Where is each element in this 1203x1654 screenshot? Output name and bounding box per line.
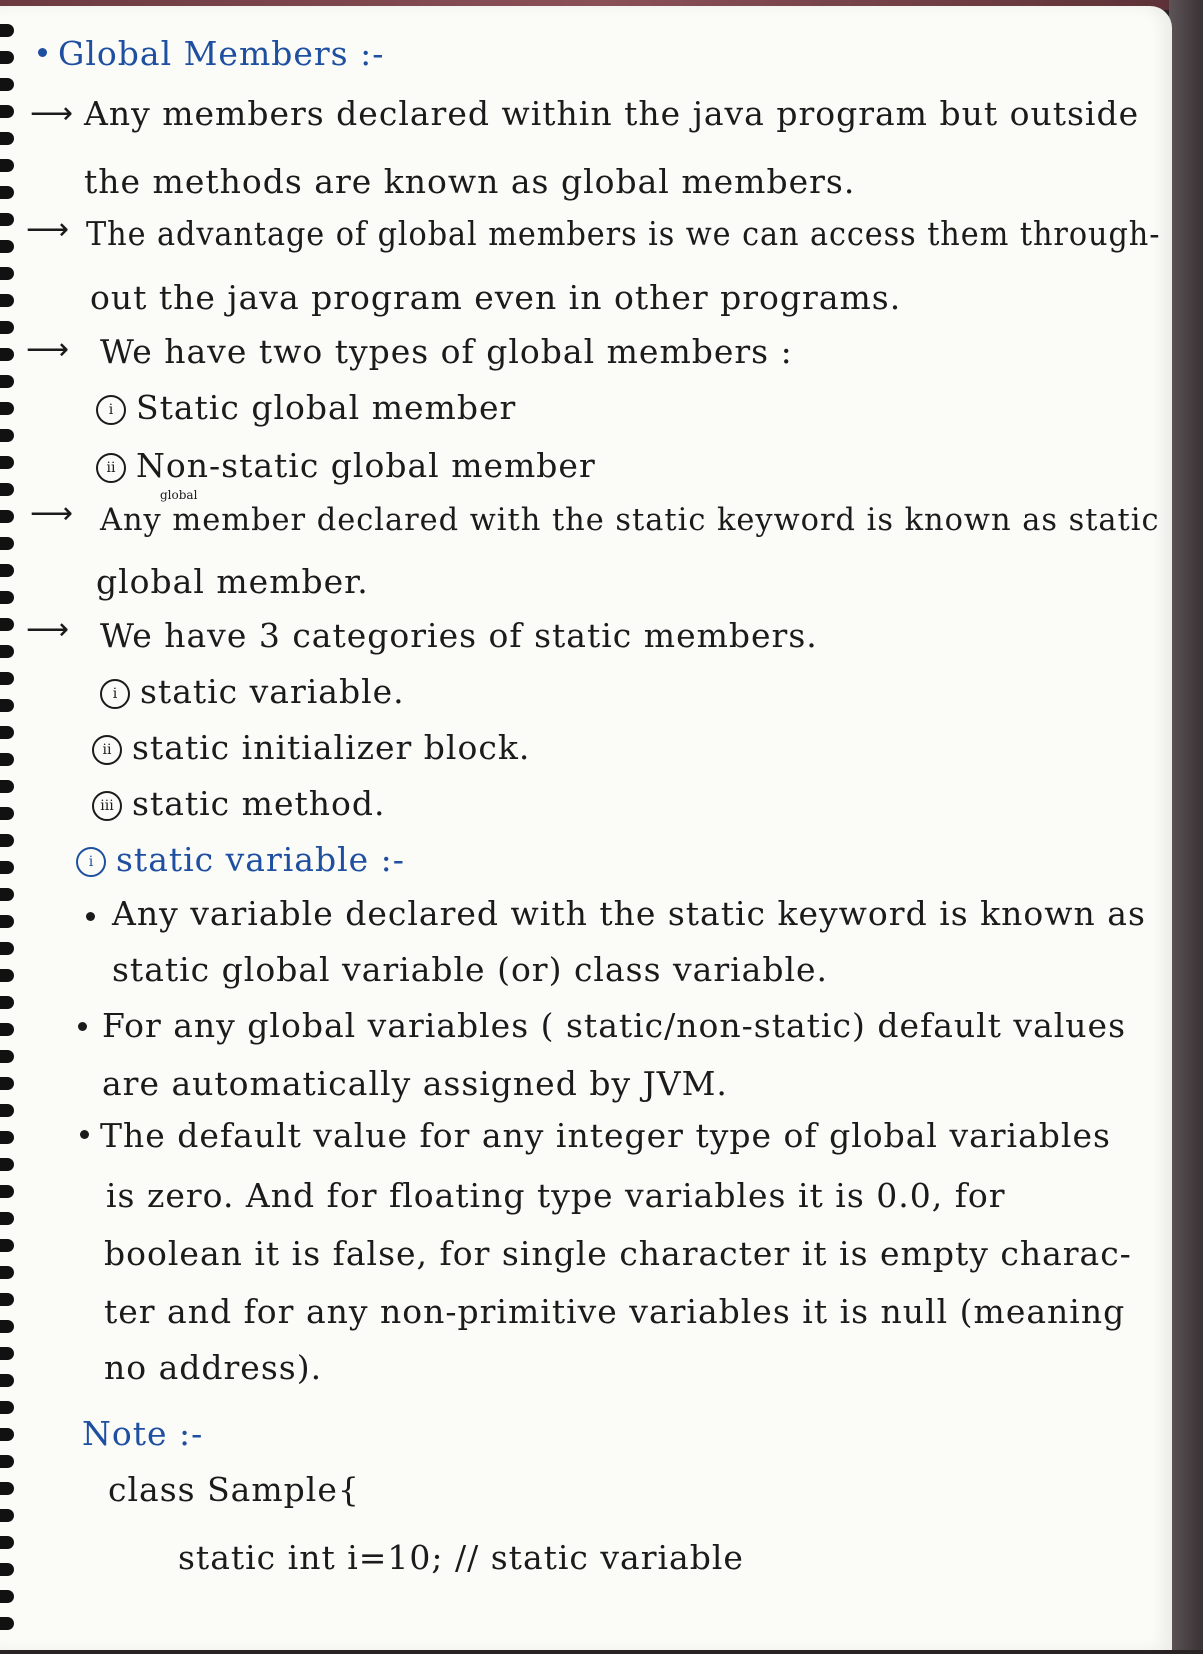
spiral-hole — [0, 456, 14, 469]
spiral-hole — [0, 753, 14, 766]
spiral-hole — [0, 1104, 14, 1117]
paragraph-line: The default value for any integer type of global variables — [100, 1116, 1111, 1155]
notebook-page — [0, 6, 1172, 1650]
item-number: ii — [96, 453, 126, 483]
spiral-hole — [0, 1077, 14, 1090]
spiral-hole — [0, 1158, 14, 1171]
spiral-hole — [0, 429, 14, 442]
item-number: iii — [92, 791, 122, 821]
sub-heading — [76, 840, 405, 879]
spiral-hole — [0, 861, 14, 874]
spiral-hole — [0, 483, 14, 496]
spiral-hole — [0, 726, 14, 739]
paragraph-line: Any variable declared with the static keyword is known as — [112, 894, 1146, 933]
paragraph-line: The advantage of global members is we can access them through- — [86, 214, 1161, 253]
heading-bullet — [38, 48, 47, 57]
spiral-hole — [0, 1239, 14, 1252]
spiral-hole — [0, 213, 14, 226]
spiral-hole — [0, 240, 14, 253]
spiral-hole — [0, 645, 14, 658]
spiral-hole — [0, 402, 14, 415]
spiral-hole — [0, 186, 14, 199]
paragraph-line: static global variable (or) class variable. — [112, 950, 829, 989]
code-line: class Sample{ — [108, 1470, 360, 1509]
spiral-hole — [0, 1482, 14, 1495]
spiral-holes — [0, 24, 16, 1654]
spiral-hole — [0, 969, 14, 982]
page-heading: Global Members :- — [58, 34, 385, 73]
spiral-hole — [0, 1374, 14, 1387]
spiral-hole — [0, 1590, 14, 1603]
arrow-icon: ⟶ — [26, 332, 70, 367]
spiral-hole — [0, 294, 14, 307]
spiral-hole — [0, 159, 14, 172]
item-number: ii — [92, 735, 122, 765]
bullet — [78, 1022, 87, 1031]
spiral-hole — [0, 1401, 14, 1414]
background-edge — [1169, 0, 1203, 1650]
list-item-text: Non-static global member — [136, 446, 596, 485]
paragraph-line: global member. — [96, 562, 369, 601]
spiral-hole — [0, 1023, 14, 1036]
paragraph-line: the methods are known as global members. — [84, 162, 856, 201]
spiral-hole — [0, 1293, 14, 1306]
spiral-hole — [0, 1509, 14, 1522]
spiral-hole — [0, 1212, 14, 1225]
arrow-icon: ⟶ — [26, 212, 70, 247]
list-item — [100, 672, 405, 711]
arrow-icon: ⟶ — [30, 96, 74, 131]
spiral-hole — [0, 780, 14, 793]
spiral-hole — [0, 105, 14, 118]
spiral-hole — [0, 51, 14, 64]
item-number: i — [100, 679, 130, 709]
spiral-hole — [0, 564, 14, 577]
paragraph-line: For any global variables ( static/non-static) default values — [102, 1006, 1127, 1045]
spiral-hole — [0, 591, 14, 604]
spiral-hole — [0, 1347, 14, 1360]
paragraph-line: are automatically assigned by JVM. — [102, 1064, 728, 1103]
paragraph-line: We have 3 categories of static members. — [100, 616, 818, 655]
list-item-text: static method. — [132, 784, 386, 823]
list-item — [92, 728, 530, 767]
list-item — [96, 388, 516, 427]
arrow-icon: ⟶ — [26, 612, 70, 647]
spiral-hole — [0, 132, 14, 145]
list-item — [96, 446, 596, 485]
sub-heading-text: static variable :- — [116, 840, 405, 879]
spiral-hole — [0, 1320, 14, 1333]
paragraph-line: out the java program even in other programs. — [90, 278, 902, 317]
paragraph-line: Any members declared within the java program but outside — [84, 94, 1140, 133]
paragraph-line: boolean it is false, for single character it is empty charac- — [104, 1234, 1132, 1273]
spiral-hole — [0, 1455, 14, 1468]
spiral-hole — [0, 24, 14, 37]
spiral-hole — [0, 1536, 14, 1549]
spiral-hole — [0, 888, 14, 901]
list-item-text: static initializer block. — [132, 728, 531, 767]
bullet — [86, 912, 95, 921]
paragraph-line: Any member declared with the static keyword is known as static — [100, 502, 1160, 538]
note-heading: Note :- — [82, 1414, 204, 1453]
list-item-text: static variable. — [140, 672, 405, 711]
spiral-hole — [0, 348, 14, 361]
spiral-hole — [0, 510, 14, 523]
spiral-hole — [0, 1428, 14, 1441]
spiral-hole — [0, 834, 14, 847]
spiral-hole — [0, 78, 14, 91]
spiral-hole — [0, 1266, 14, 1279]
spiral-hole — [0, 1050, 14, 1063]
spiral-hole — [0, 942, 14, 955]
spiral-hole — [0, 1185, 14, 1198]
spiral-hole — [0, 672, 14, 685]
code-line: static int i=10; // static variable — [178, 1538, 744, 1577]
spiral-hole — [0, 618, 14, 631]
spiral-hole — [0, 375, 14, 388]
spiral-hole — [0, 1563, 14, 1576]
item-number: i — [76, 847, 106, 877]
paragraph-line: ter and for any non-primitive variables it is null (meaning — [104, 1292, 1126, 1331]
spiral-hole — [0, 321, 14, 334]
list-item-text: Static global member — [136, 388, 517, 427]
spiral-hole — [0, 267, 14, 280]
arrow-icon: ⟶ — [30, 496, 74, 531]
superscript-annotation: global — [160, 488, 198, 502]
paragraph-line: no address). — [104, 1348, 323, 1387]
spiral-hole — [0, 699, 14, 712]
paragraph-line: is zero. And for floating type variables it is 0.0, for — [106, 1176, 1006, 1215]
paragraph-line: We have two types of global members : — [100, 332, 793, 371]
spiral-hole — [0, 1131, 14, 1144]
spiral-hole — [0, 807, 14, 820]
spiral-hole — [0, 537, 14, 550]
item-number: i — [96, 395, 126, 425]
list-item — [92, 784, 385, 823]
spiral-hole — [0, 915, 14, 928]
spiral-hole — [0, 996, 14, 1009]
spiral-hole — [0, 1617, 14, 1630]
bullet — [80, 1130, 89, 1139]
